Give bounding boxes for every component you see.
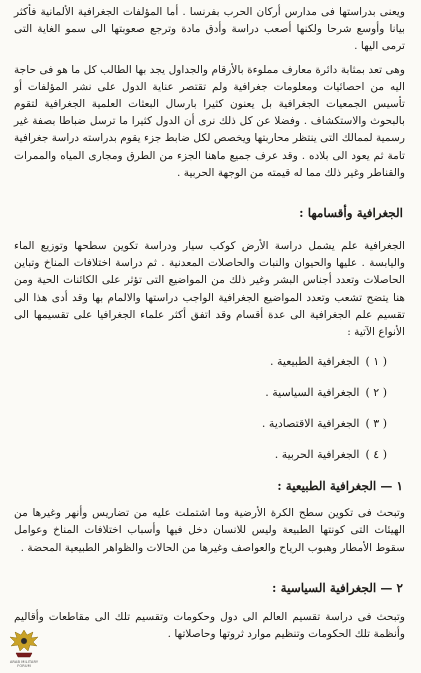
list-item-number: ( ٢ )	[365, 386, 387, 400]
paragraph-geography-definition: الجغرافية علم يشمل دراسة الأرض كوكب سيار ودراسة تكوين سطحها وتوزيع الماء واليابسة . عليها والحيوان والنبات والحاصلات المعدنية . ثم دراسة اختلافات المناخ وتباين الحاصلات وتعدد أجناس البشر وغير ذلك من المواضيع التى تؤثر على الكائنات الحية ومن هنا يتضح تشعب وتعدد المواضيع الجغرافية الواجب دراستها والالمام بها وقد أدى هذا الى تقسيم علم الجغرافية الى عدة أقسام وقد اتفق أكثر علماء الجغرافيا على تقسيمها الى الأنواع الآتية :	[14, 240, 405, 339]
list-item	[14, 384, 387, 402]
section-heading-geography-divisions: الجغرافية وأقسامها :	[299, 206, 403, 221]
watermark-text: ARAB MILITARY FORUM	[9, 660, 39, 668]
geography-types-list	[14, 353, 405, 464]
paragraph-intro: ويعنى بدراستها فى مدارس أركان الحرب بفرنسا . أما المؤلفات الجغرافية الألمانية فأكثر بيانا وأوسع شرحا ولكنها أصعب دراسة وأدق مادة وترجع صعوبتها الى سمو الغاية التى ترمى اليها .	[14, 6, 405, 53]
paragraph-political-geography: وتبحث فى دراسة تقسيم العالم الى دول وحكومات وتقسيم تلك الى مقاطعات وأقاليم وأنظمة تلك الحكومات وتنظيم موارد ثروتها وحاصلاتها .	[14, 610, 405, 641]
list-item-label: الجغرافية الطبيعية .	[269, 355, 360, 369]
list-item-number: ( ١ )	[365, 355, 387, 369]
list-item	[14, 353, 387, 371]
section-heading-physical-geography: ١ — الجغرافية الطبيعية :	[277, 479, 403, 494]
list-item-number: ( ٣ )	[365, 417, 387, 431]
list-item-number: ( ٤ )	[365, 448, 387, 462]
list-item-label: الجغرافية السياسية .	[265, 386, 360, 400]
section-heading-political-geography: ٢ — الجغرافية السياسية :	[272, 580, 403, 595]
forum-watermark	[4, 626, 44, 670]
paragraph-physical-geography: وتبحث فى تكوين سطح الكرة الأرضية وما اشتملت عليه من تضاريس وأنهر وغيرها من الهيئات التى كونتها الطبيعة وليس للانسان دخل فيها وأسباب اختلافات المناخ وعوامل سقوط الأمطار وهبوب الرياح والعواصف وغيرها من الحالات والظواهر الطبيعية المحضة .	[14, 507, 405, 554]
list-item-label: الجغرافية الحربية .	[274, 448, 360, 462]
list-item	[14, 415, 387, 433]
eagle-emblem-icon	[4, 626, 44, 660]
list-item-label: الجغرافية الاقتصادية .	[261, 417, 360, 431]
list-item	[14, 446, 387, 464]
paragraph-encyclopedia: وهى تعد بمثابة دائرة معارف مملوءة بالأرقام والجداول يجد بها الطالب كل ما هو فى حاجة اليه من احصائيات ومعلومات جغرافية ولم تقتصر عناية الدول على نشر المؤلفات أو تأسيس الجمعيات الجغرافية بل يعنون كثيرا بارسال البعثات العلمية الجغرافية لتقوم بالبحوث والاستكشاف . وفضلا عن كل ذلك نرى أن الدول كثيرا ما ترسل ضباطا بصفة غير رسمية لممالك التى ينتظر محاربتها ويخصص لكل ضابط جزء يقوم بدراسته دراسة جغرافية تامة ثم يعود الى بلاده . وقد عرف جميع ماهنا الجزء من الطرق ومجارى المياه والممرات والقناطر وغير ذلك مما له قيمته من الوجهة الحربية .	[14, 63, 405, 179]
